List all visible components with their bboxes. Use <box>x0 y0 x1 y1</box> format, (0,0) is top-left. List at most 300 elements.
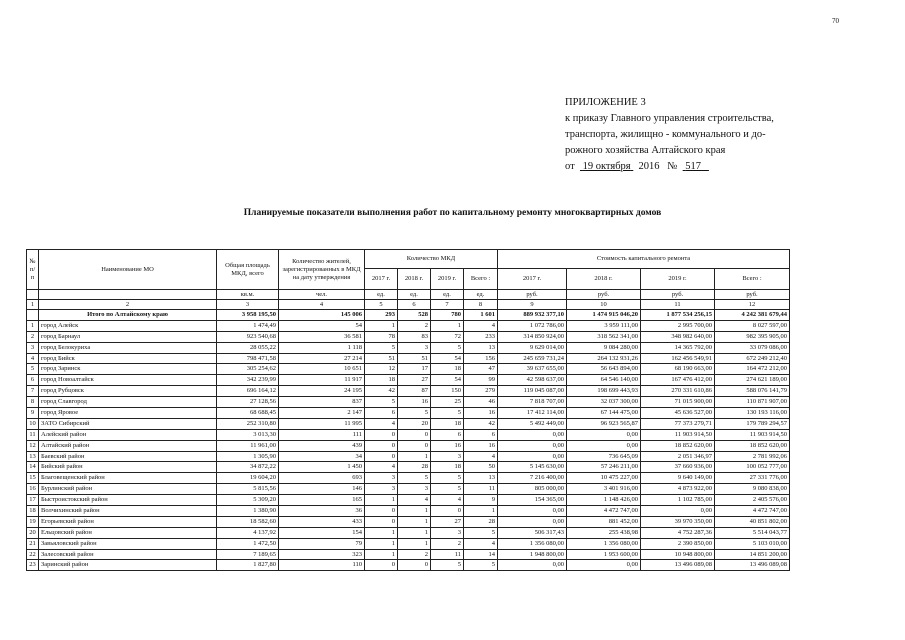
table-cell: 1 474 915 046,20 <box>567 310 641 321</box>
unit-cell: чел. <box>279 290 365 300</box>
table-cell: 0,00 <box>641 506 715 517</box>
table-row <box>27 495 790 506</box>
table-cell: 1 <box>365 527 398 538</box>
table-cell: 39 637 655,00 <box>498 364 567 375</box>
table-row <box>27 451 790 462</box>
table-cell: 0,00 <box>498 506 567 517</box>
table-cell: 3 <box>365 484 398 495</box>
table-cell: 56 643 894,00 <box>567 364 641 375</box>
table-cell: 3 <box>365 473 398 484</box>
table-cell: 1 <box>464 506 498 517</box>
table-cell: 9 <box>464 495 498 506</box>
table-cell: 1 472,50 <box>217 538 279 549</box>
table-cell: 588 076 141,79 <box>715 386 790 397</box>
table-cell: 27 331 776,00 <box>715 473 790 484</box>
table-cell: 11 <box>464 484 498 495</box>
table-cell: 25 <box>431 397 464 408</box>
table-cell: 154 365,00 <box>498 495 567 506</box>
table-cell: 13 <box>27 451 39 462</box>
date-prefix: от <box>565 161 575 172</box>
table-cell: 1 380,90 <box>217 506 279 517</box>
column-number-cell: 7 <box>431 300 464 310</box>
table-cell: 12 <box>27 440 39 451</box>
unit-cell: ед. <box>398 290 431 300</box>
table-cell: 36 <box>279 506 365 517</box>
table-cell: 1 <box>365 495 398 506</box>
table-cell: 11 <box>27 429 39 440</box>
column-number-cell: 8 <box>464 300 498 310</box>
table-cell: 42 <box>464 418 498 429</box>
table-cell: 1 <box>365 320 398 331</box>
table-row <box>27 386 790 397</box>
table-cell: 13 <box>464 342 498 353</box>
table-cell: 42 <box>365 386 398 397</box>
header-num: № п/п <box>27 250 39 290</box>
table-cell: 245 659 731,24 <box>498 353 567 364</box>
table-cell: 54 <box>431 375 464 386</box>
column-number-cell: 6 <box>398 300 431 310</box>
table-cell: 8 027 597,00 <box>715 320 790 331</box>
table-cell: 16 <box>431 440 464 451</box>
table-cell: 27 214 <box>279 353 365 364</box>
table-row <box>27 527 790 538</box>
table-cell: 17 <box>27 495 39 506</box>
table-cell: 57 246 211,00 <box>567 462 641 473</box>
table-cell: 10 651 <box>279 364 365 375</box>
table-cell: 233 <box>464 331 498 342</box>
table-cell: город Славгород <box>39 397 217 408</box>
column-number-cell: 1 <box>27 300 39 310</box>
table-cell: 3 959 111,00 <box>567 320 641 331</box>
table-cell: 1 <box>398 516 431 527</box>
table-cell: 5 <box>464 560 498 571</box>
table-cell: 5 103 010,00 <box>715 538 790 549</box>
column-number-cell: 11 <box>641 300 715 310</box>
table-cell: 1 356 080,00 <box>567 538 641 549</box>
table-cell: 18 <box>27 506 39 517</box>
table-cell: 9 <box>27 408 39 419</box>
table-cell: 32 037 300,00 <box>567 397 641 408</box>
table-cell: 99 <box>464 375 498 386</box>
table-row <box>27 506 790 517</box>
table-cell: 111 <box>279 429 365 440</box>
table-cell: Алейский район <box>39 429 217 440</box>
table-row <box>27 397 790 408</box>
table-row <box>27 538 790 549</box>
table-cell: 0 <box>365 429 398 440</box>
table-cell: 7 <box>27 386 39 397</box>
table-cell: 5 309,20 <box>217 495 279 506</box>
table-cell: 12 <box>365 364 398 375</box>
table-cell: 51 <box>365 353 398 364</box>
table-cell: Заринский район <box>39 560 217 571</box>
table-cell: 3 <box>431 451 464 462</box>
table-cell: 293 <box>365 310 398 321</box>
table-cell: 1 <box>398 527 431 538</box>
table-cell: 72 <box>431 331 464 342</box>
table-cell: 156 <box>464 353 498 364</box>
table-cell: 47 <box>464 364 498 375</box>
table-cell: 21 <box>27 538 39 549</box>
table-row <box>27 375 790 386</box>
table-row <box>27 462 790 473</box>
table-cell: 14 <box>27 462 39 473</box>
table-row <box>27 473 790 484</box>
table-cell: 146 <box>279 484 365 495</box>
appendix-line: транспорта, жилищно - коммунального и до- <box>565 129 766 140</box>
table-row <box>27 516 790 527</box>
header-residents: Количество жителей, зарегистрированных в МКД на дату утверждения <box>279 250 365 290</box>
table-cell: 5 <box>365 342 398 353</box>
table-cell: 45 636 527,00 <box>641 408 715 419</box>
table-cell: 20 <box>398 418 431 429</box>
table-cell: 162 456 549,91 <box>641 353 715 364</box>
table-cell: 0 <box>365 516 398 527</box>
appendix-title: ПРИЛОЖЕНИЕ 3 <box>565 97 646 108</box>
table-cell: 881 452,00 <box>567 516 641 527</box>
table-cell: 16 <box>398 397 431 408</box>
table-cell: 318 562 341,00 <box>567 331 641 342</box>
table-cell: 1 601 <box>464 310 498 321</box>
table-cell: 145 006 <box>279 310 365 321</box>
header-count-2017: 2017 г. <box>365 269 398 290</box>
table-cell: 79 <box>279 538 365 549</box>
table-cell: 4 873 922,00 <box>641 484 715 495</box>
table-cell: 2 <box>398 320 431 331</box>
column-number-cell: 5 <box>365 300 398 310</box>
table-cell: Благовещенский район <box>39 473 217 484</box>
table-cell: 110 871 907,00 <box>715 397 790 408</box>
table-cell: 270 331 610,86 <box>641 386 715 397</box>
table-cell: 305 254,62 <box>217 364 279 375</box>
table-cell: 5 <box>464 527 498 538</box>
table-cell: 28 055,22 <box>217 342 279 353</box>
table-cell: 6 <box>464 429 498 440</box>
table-cell: 18 <box>431 364 464 375</box>
table-cell: 130 193 116,00 <box>715 408 790 419</box>
header-cost-2017: 2017 г. <box>498 269 567 290</box>
table-cell: 0 <box>365 560 398 571</box>
table-cell: 18 <box>431 462 464 473</box>
table-cell: 10 948 800,00 <box>641 549 715 560</box>
table-cell: 16 <box>464 408 498 419</box>
table-cell: 154 <box>279 527 365 538</box>
table-cell: 27 <box>398 375 431 386</box>
total-row <box>27 310 790 321</box>
header-cost-total: Всего : <box>715 269 790 290</box>
column-numbers-row <box>27 300 790 310</box>
table-cell: 27 <box>431 516 464 527</box>
table-cell: 83 <box>398 331 431 342</box>
table-cell: 165 <box>279 495 365 506</box>
table-cell: Алтайский район <box>39 440 217 451</box>
table-cell: 19 604,20 <box>217 473 279 484</box>
table-cell: 18 852 620,00 <box>641 440 715 451</box>
table-cell: 42 598 637,00 <box>498 375 567 386</box>
table-row <box>27 429 790 440</box>
table-row <box>27 364 790 375</box>
header-count-2019: 2019 г. <box>431 269 464 290</box>
table-cell: 5 815,56 <box>217 484 279 495</box>
table-cell: Ельцовский район <box>39 527 217 538</box>
table-cell: город Барнаул <box>39 331 217 342</box>
table-cell: 1 <box>398 506 431 517</box>
table-cell: 506 317,43 <box>498 527 567 538</box>
table-cell: 2 051 346,97 <box>641 451 715 462</box>
table-cell: 5 <box>398 408 431 419</box>
order-number: 517 <box>685 161 702 172</box>
header-cost-2019: 2019 г. <box>641 269 715 290</box>
table-cell: 2 <box>398 549 431 560</box>
table-cell: 11 917 <box>279 375 365 386</box>
table-row <box>27 408 790 419</box>
table-cell: 51 <box>398 353 431 364</box>
table-cell: 28 <box>398 462 431 473</box>
table-cell: 18 582,60 <box>217 516 279 527</box>
table-cell: 37 660 936,00 <box>641 462 715 473</box>
table-cell: 4 <box>365 418 398 429</box>
table-cell: 78 <box>365 331 398 342</box>
header-count-total: Всего : <box>464 269 498 290</box>
table-cell: 17 412 114,00 <box>498 408 567 419</box>
table-cell: 4 752 287,36 <box>641 527 715 538</box>
table-cell: 0,00 <box>498 560 567 571</box>
table-cell: город Заринск <box>39 364 217 375</box>
column-number-cell: 3 <box>217 300 279 310</box>
table-cell: 693 <box>279 473 365 484</box>
table-cell: 4 472 747,00 <box>715 506 790 517</box>
table-cell: 5 <box>431 342 464 353</box>
table-cell: 18 <box>365 375 398 386</box>
table-cell: 279 <box>464 386 498 397</box>
table-cell: 736 645,09 <box>567 451 641 462</box>
table-cell: 5 <box>431 484 464 495</box>
unit-cell: руб. <box>567 290 641 300</box>
table-cell: Завьяловский район <box>39 538 217 549</box>
table-cell: 0,00 <box>498 429 567 440</box>
table-cell: 1 <box>365 538 398 549</box>
table-cell: 5 <box>431 473 464 484</box>
table-cell: 24 195 <box>279 386 365 397</box>
table-cell: 798 471,58 <box>217 353 279 364</box>
table-cell: 110 <box>279 560 365 571</box>
header-count-2018: 2018 г. <box>398 269 431 290</box>
appendix-header <box>565 95 845 175</box>
header-area: Общая площадь МКД, всего <box>217 250 279 290</box>
table-cell: 4 <box>464 538 498 549</box>
table-cell: 1 <box>365 549 398 560</box>
column-number-cell: 9 <box>498 300 567 310</box>
unit-cell: кв.м. <box>217 290 279 300</box>
table-cell: 17 <box>398 364 431 375</box>
column-number-cell: 10 <box>567 300 641 310</box>
table-cell: 5 <box>398 473 431 484</box>
table-cell: 1 <box>398 451 431 462</box>
table-cell: 2 147 <box>279 408 365 419</box>
table-cell: 33 079 086,00 <box>715 342 790 353</box>
table-cell: 805 000,00 <box>498 484 567 495</box>
table-cell: город Белокуриха <box>39 342 217 353</box>
table-cell: 54 <box>279 320 365 331</box>
table-cell: 4 <box>431 495 464 506</box>
table-cell: 13 496 089,08 <box>641 560 715 571</box>
table-cell: 696 164,12 <box>217 386 279 397</box>
table-cell: 3 <box>27 342 39 353</box>
table-cell: 18 852 620,00 <box>715 440 790 451</box>
table-cell: 1 474,49 <box>217 320 279 331</box>
table-cell: 16 <box>464 440 498 451</box>
table-cell: 264 132 931,26 <box>567 353 641 364</box>
date-day: 19 октября <box>582 161 631 172</box>
table-cell: 3 <box>398 484 431 495</box>
table-cell: 6 <box>431 429 464 440</box>
table-cell: 1 <box>431 320 464 331</box>
table-row <box>27 418 790 429</box>
table-row <box>27 331 790 342</box>
table-cell: 323 <box>279 549 365 560</box>
table-cell: 1 <box>398 538 431 549</box>
table-cell: город Алейск <box>39 320 217 331</box>
table-cell: 9 084 280,00 <box>567 342 641 353</box>
table-cell: 11 903 914,50 <box>715 429 790 440</box>
table-cell: 2 995 700,00 <box>641 320 715 331</box>
unit-cell: руб. <box>641 290 715 300</box>
table-cell: ЗАТО Сибирский <box>39 418 217 429</box>
table-cell: 9 080 838,00 <box>715 484 790 495</box>
unit-cell: ед. <box>365 290 398 300</box>
column-number-cell: 2 <box>39 300 217 310</box>
table-cell: 6 <box>27 375 39 386</box>
column-number-cell: 4 <box>279 300 365 310</box>
table-cell: 5 492 449,00 <box>498 418 567 429</box>
table-cell: 0,00 <box>567 560 641 571</box>
table-cell: 4 472 747,00 <box>567 506 641 517</box>
table-row <box>27 342 790 353</box>
table-cell: 314 850 924,00 <box>498 331 567 342</box>
table-cell: 14 851 200,00 <box>715 549 790 560</box>
table-cell: 4 242 381 679,44 <box>715 310 790 321</box>
table-cell: 119 045 087,00 <box>498 386 567 397</box>
table-cell: Залесовский район <box>39 549 217 560</box>
header-name: Наименование МО <box>39 250 217 290</box>
table-cell: 19 <box>27 516 39 527</box>
table-cell: 179 789 294,57 <box>715 418 790 429</box>
table-cell: 67 144 475,00 <box>567 408 641 419</box>
table-cell: 15 <box>27 473 39 484</box>
table-cell: 167 476 412,00 <box>641 375 715 386</box>
table-cell: 274 621 189,00 <box>715 375 790 386</box>
table-cell: Баевский район <box>39 451 217 462</box>
table-cell: 433 <box>279 516 365 527</box>
table-cell: 0 <box>365 506 398 517</box>
table-cell: город Яровое <box>39 408 217 419</box>
table-cell: 8 <box>27 397 39 408</box>
table-cell: 255 438,98 <box>567 527 641 538</box>
table-cell: город Бийск <box>39 353 217 364</box>
header-cost-group: Стоимость капитального ремонта <box>498 250 790 269</box>
unit-cell: руб. <box>715 290 790 300</box>
table-cell: 34 872,22 <box>217 462 279 473</box>
table-cell: 0 <box>365 451 398 462</box>
table-cell: 96 923 565,87 <box>567 418 641 429</box>
table-cell: 528 <box>398 310 431 321</box>
table-cell: 54 <box>431 353 464 364</box>
table-cell: 11 995 <box>279 418 365 429</box>
table-cell: 5 <box>431 560 464 571</box>
appendix-line: к приказу Главного управления строительства, <box>565 113 774 124</box>
table-cell: Егорьевский район <box>39 516 217 527</box>
table-cell: 1 305,90 <box>217 451 279 462</box>
table-row <box>27 560 790 571</box>
table-cell: 252 310,80 <box>217 418 279 429</box>
table-cell: 87 <box>398 386 431 397</box>
table-cell: 0 <box>431 506 464 517</box>
table-cell: город Рубцовск <box>39 386 217 397</box>
table-cell: 39 970 350,00 <box>641 516 715 527</box>
table-row <box>27 549 790 560</box>
table-cell: 5 <box>431 408 464 419</box>
table-cell: 1 827,80 <box>217 560 279 571</box>
table-cell: 68 688,45 <box>217 408 279 419</box>
table-cell: 0 <box>398 440 431 451</box>
unit-cell: ед. <box>431 290 464 300</box>
table-cell: 7 818 707,00 <box>498 397 567 408</box>
table-cell: 46 <box>464 397 498 408</box>
table-cell: 77 373 279,71 <box>641 418 715 429</box>
table-cell: 2 781 992,06 <box>715 451 790 462</box>
table-cell: 5 514 043,77 <box>715 527 790 538</box>
table-cell: 672 249 212,40 <box>715 353 790 364</box>
table-cell: 0,00 <box>567 429 641 440</box>
table-cell: 10 <box>27 418 39 429</box>
table-cell: 40 851 802,00 <box>715 516 790 527</box>
table-cell: 3 <box>398 342 431 353</box>
table-cell: 5 <box>27 364 39 375</box>
capital-repair-table <box>26 249 790 571</box>
table-cell: 6 <box>365 408 398 419</box>
table-cell: 4 137,92 <box>217 527 279 538</box>
table-cell: 2 <box>431 538 464 549</box>
table-cell: 348 982 640,00 <box>641 331 715 342</box>
table-cell: 71 015 900,00 <box>641 397 715 408</box>
table-row <box>27 484 790 495</box>
table-cell: 14 365 792,00 <box>641 342 715 353</box>
appendix-date-line <box>565 159 845 175</box>
table-cell: 68 190 663,00 <box>641 364 715 375</box>
table-cell: 3 <box>431 527 464 538</box>
table-cell: 5 <box>365 397 398 408</box>
table-cell: 0,00 <box>498 516 567 527</box>
date-year: 2016 <box>638 161 660 172</box>
table-cell: Быстроистокский район <box>39 495 217 506</box>
table-cell: 1 953 600,00 <box>567 549 641 560</box>
table-cell: 34 <box>279 451 365 462</box>
table-cell: 14 <box>464 549 498 560</box>
table-cell: 11 961,00 <box>217 440 279 451</box>
table-cell: 13 496 089,08 <box>715 560 790 571</box>
table-cell: 923 540,68 <box>217 331 279 342</box>
table-cell: 64 546 140,00 <box>567 375 641 386</box>
number-sign: № <box>667 161 678 172</box>
table-cell: 7 216 400,00 <box>498 473 567 484</box>
units-row <box>27 290 790 300</box>
table-cell: 4 <box>464 451 498 462</box>
table-cell: 5 145 630,00 <box>498 462 567 473</box>
table-cell: 1 <box>27 320 39 331</box>
table-cell: 3 958 195,50 <box>217 310 279 321</box>
table-cell: 4 <box>464 320 498 331</box>
table-cell: 1 877 534 256,15 <box>641 310 715 321</box>
